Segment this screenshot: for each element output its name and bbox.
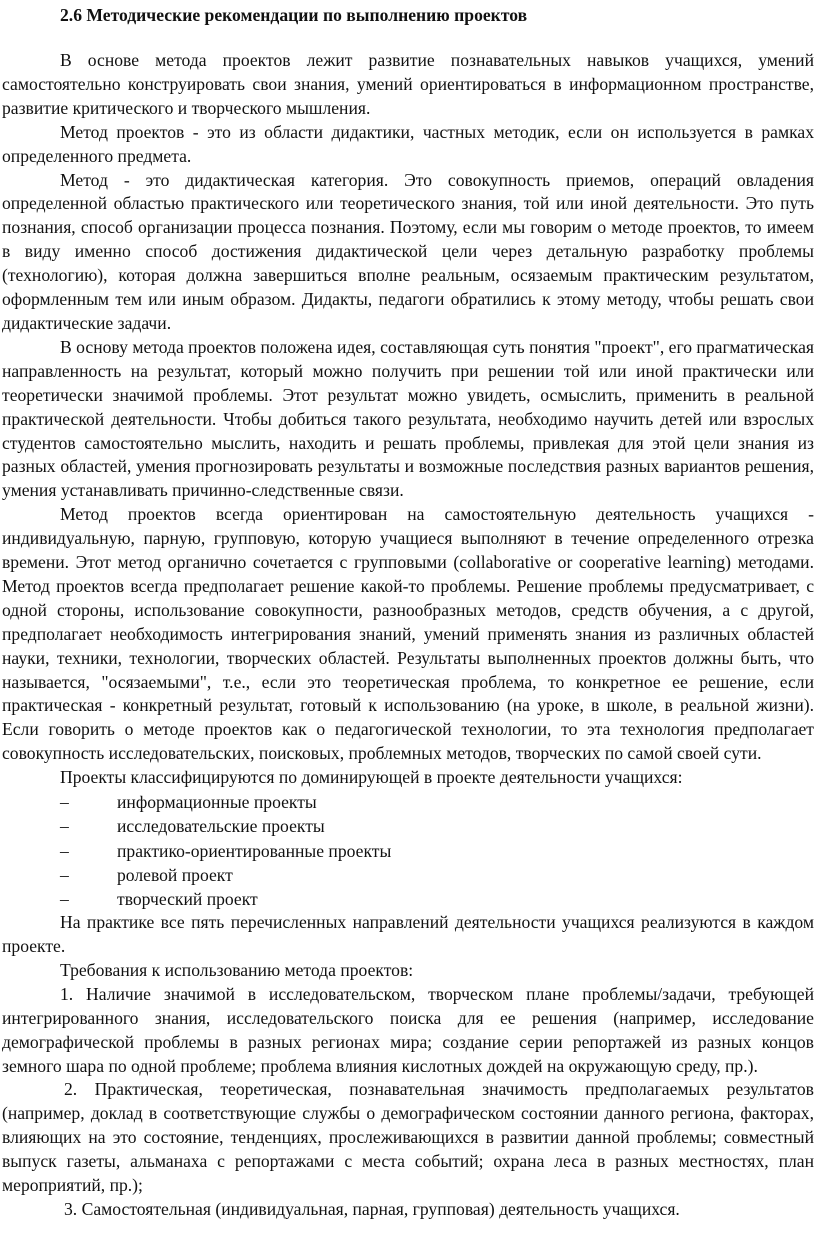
- paragraph-requirements-title: Требования к использованию метода проектов:: [60, 959, 414, 980]
- list-item: [2, 839, 814, 863]
- list-item-label: исследовательские проекты: [117, 816, 325, 837]
- list-item: [2, 887, 814, 911]
- list-item: [2, 790, 814, 814]
- requirement-1: 1. Наличие значимой в исследовательском, творческом плане проблемы/задачи, требующей интегрированного знания, исследовательского поиска для ее решения (например, исследование демографической проблемы в разных регионах мира; создание серии репортажей из разных концов земного шара по одной проблеме; проблема влияния кислотных дождей на окружающую среду, пр.).: [2, 983, 814, 1076]
- requirement-3: 3. Самостоятельная (индивидуальная, парная, групповая) деятельность учащихся.: [64, 1198, 680, 1219]
- paragraph-classification: Проекты классифицируются по доминирующей в проекте деятельности учащихся:: [60, 767, 683, 788]
- list-item-label: творческий проект: [117, 888, 258, 909]
- list-item-label: практико-ориентированные проекты: [117, 840, 392, 861]
- dash-bullet: –: [60, 888, 69, 909]
- paragraph-intro-1: В основе метода проектов лежит развитие познавательных навыков учащихся, умений самостоятельно конструировать свои знания, умений ориентироваться в информационном пространстве, развитие критического и творческого мышления.: [2, 50, 814, 118]
- dash-bullet: –: [60, 792, 69, 813]
- paragraph-intro-2: Метод проектов - это из области дидактики, частных методик, если он используется в рамках определенного предмета.: [2, 121, 814, 166]
- paragraph-practice: На практике все пять перечисленных направлений деятельности учащихся реализуются в каждом проекте.: [2, 912, 814, 957]
- requirement-2: 2. Практическая, теоретическая, познавательная значимость предполагаемых результатов (например, доклад в соответствующие службы о демографическом состоянии данного региона, факторах, влияющих на это состояние, тенденциях, прослеживающихся в развитии данной проблемы; совместный выпуск газеты, альманаха с репортажами с места событий; охрана леса в разных местностях, план мероприятий, пр.);: [2, 1079, 814, 1196]
- paragraph-independent-activity: Метод проектов всегда ориентирован на самостоятельную деятельность учащихся - индивидуальную, парную, групповую, которую учащиеся выполняют в течение определенного отрезка времени. Этот метод органично сочетается с групповыми (collaborative or cooperative learning) методами. Метод проектов всегда предполагает решение какой-то проблемы. Решение проблемы предусматривает, с одной стороны, использование совокупности, разнообразных методов, средств обучения, а с другой, предполагает необходимость интегрирования знаний, умений применять знания из различных областей науки, техники, технологии, творческих областей. Результаты выполненных проектов должны быть, что называется, "осязаемыми", т.е., если это теоретическая проблема, то конкретное ее решение, если практическая - конкретный результат, готовый к использованию (на уроке, в школе, в реальной жизни). Если говорить о методе проектов как о педагогической технологии, то эта технология предполагает совокупность исследовательских, поисковых, проблемных методов, творческих по самой своей сути.: [2, 504, 814, 764]
- project-types-list: [2, 790, 814, 911]
- list-item: [2, 814, 814, 838]
- dash-bullet: –: [60, 840, 69, 861]
- section-heading: 2.6 Методические рекомендации по выполнению проектов: [60, 5, 528, 25]
- paragraph-project-idea: В основу метода проектов положена идея, составляющая суть понятия "проект", его прагматическая направленность на результат, который можно получить при решении той или иной практически или теоретически значимой проблемы. Этот результат можно увидеть, осмыслить, применить в реальной практической деятельности. Чтобы добиться такого результата, необходимо научить детей или взрослых студентов самостоятельно мыслить, находить и решать проблемы, привлекая для этой цели знания из разных областей, умения прогнозировать результаты и возможные последствия разных вариантов решения, умения устанавливать причинно-следственные связи.: [2, 336, 814, 501]
- dash-bullet: –: [60, 816, 69, 837]
- paragraph-method-definition: Метод - это дидактическая категория. Это совокупность приемов, операций овладения определенной областью практического или теоретического знания, той или иной деятельности. Это путь познания, способ организации процесса познания. Поэтому, если мы говорим о методе проектов, то имеем в виду именно способ достижения дидактической цели через детальную разработку проблемы (технологию), которая должна завершиться вполне реальным, осязаемым практическим результатом, оформленным тем или иным образом. Дидакты, педагоги обратились к этому методу, чтобы решать свои дидактические задачи.: [2, 169, 814, 333]
- list-item-label: ролевой проект: [117, 864, 233, 885]
- list-item: [2, 863, 814, 887]
- dash-bullet: –: [60, 864, 69, 885]
- list-item-label: информационные проекты: [117, 792, 317, 813]
